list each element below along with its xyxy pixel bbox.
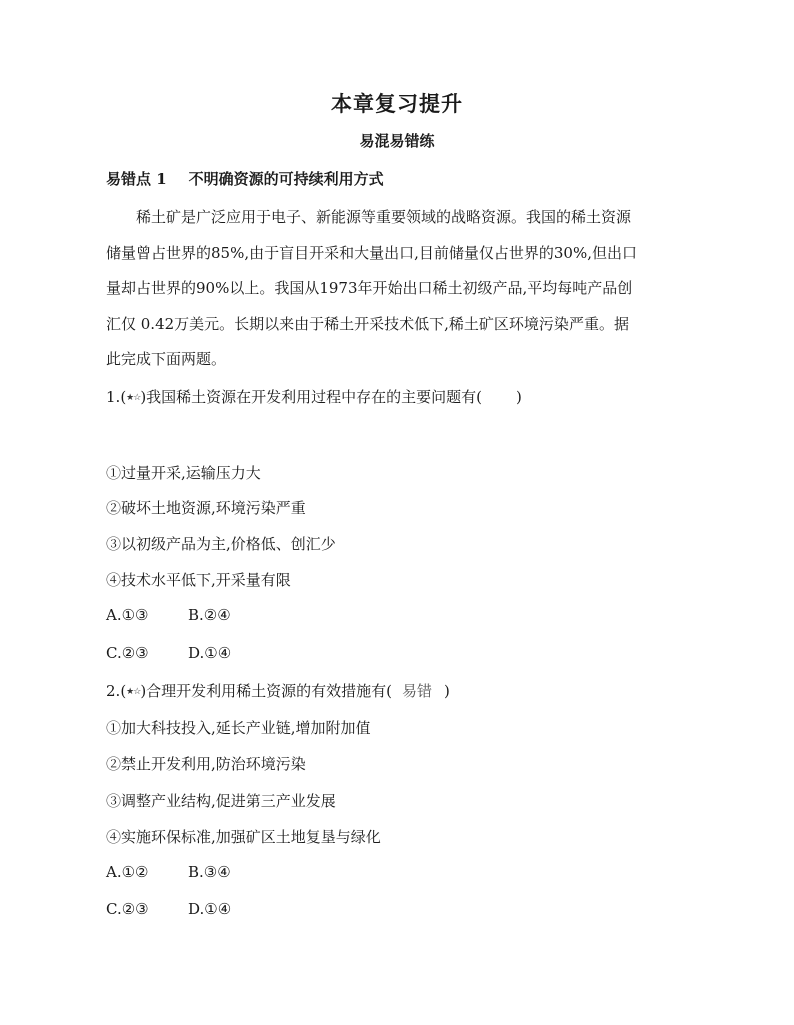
difficulty-stars-icon: ★☆ [126,687,141,697]
passage-line: 此完成下面两题。 [106,350,227,368]
statement-item: ④技术水平低下,开采量有限 [106,571,291,589]
page-subtitle: 易混易错练 [359,132,435,150]
reading-passage [106,200,686,378]
question-1-stem: 1.(★☆)我国稀土资源在开发利用过程中存在的主要问题有( ) [106,388,522,406]
passage-line: 稀土矿是广泛应用于电子、新能源等重要领域的战略资源。我国的稀土资源 [136,208,632,226]
question-2-stem: 2.(★☆)合理开发利用稀土资源的有效措施有( 易错 ) [106,682,450,700]
question-text: 合理开发利用稀土资源的有效措施有( [146,682,393,700]
difficulty-stars-icon: ★☆ [126,393,141,403]
choice-b[interactable]: B.②④ [188,606,231,624]
choice-a[interactable]: A.①③ [106,606,149,624]
choice-b[interactable]: B.③④ [188,863,231,881]
page-title: 本章复习提升 [331,91,463,116]
statement-item: ①加大科技投入,延长产业链,增加附加值 [106,719,371,737]
choice-d[interactable]: D.①④ [188,900,232,918]
choice-row [106,606,231,624]
choice-c[interactable]: C.②③ [106,644,149,662]
section-topic: 不明确资源的可持续利用方式 [188,170,384,188]
choice-a[interactable]: A.①② [106,863,149,881]
choice-c[interactable]: C.②③ [106,900,149,918]
choice-row [106,644,231,662]
question-number: 2. [106,682,121,700]
passage-line: 量却占世界的90%以上。我国从1973年开始出口稀土初级产品,平均每吨产品创 [106,279,633,297]
statement-item: ③调整产业结构,促进第三产业发展 [106,792,336,810]
passage-line: 储量曾占世界的85%,由于盲目开采和大量出口,目前储量仅占世界的30%,但出口 [106,243,637,262]
error-prone-tag: 易错 [402,682,433,700]
question-text: 我国稀土资源在开发利用过程中存在的主要问题有( [146,388,483,406]
statement-item: ②禁止开发利用,防治环境污染 [106,755,306,773]
statement-item: ④实施环保标准,加强矿区土地复垦与绿化 [106,828,381,846]
section-label: 易错点 1 [106,170,167,188]
choice-row [106,900,231,918]
question-number: 1. [106,388,121,406]
choice-d[interactable]: D.①④ [188,644,232,662]
question-close: ) [444,682,450,700]
choice-row [106,863,231,881]
statement-item: ③以初级产品为主,价格低、创汇少 [106,535,336,553]
statement-item: ①过量开采,运输压力大 [106,464,261,482]
statement-item: ②破坏土地资源,环境污染严重 [106,499,306,517]
question-close: ) [516,388,522,406]
section-heading [106,168,384,189]
passage-line: 汇仅 0.42万美元。长期以来由于稀土开采技术低下,稀土矿区环境污染严重。据 [106,314,629,333]
